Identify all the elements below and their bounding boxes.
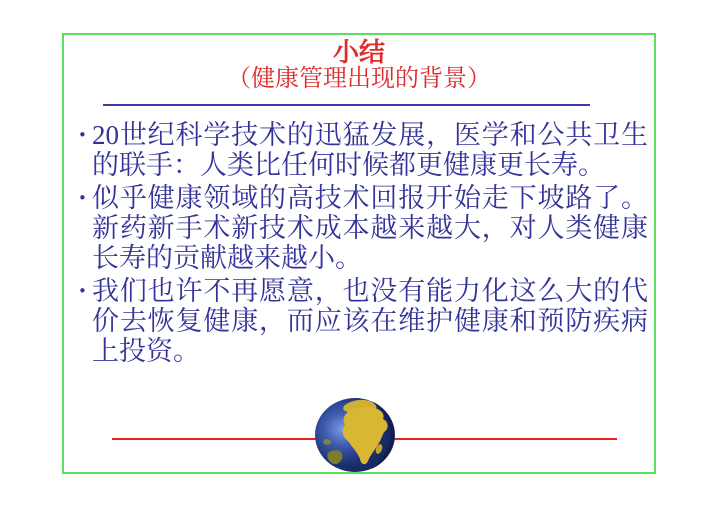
bullet-item: [78, 276, 650, 366]
bullet-text: 我们也许不再愿意，也没有能力化这么大的代价去恢复健康，而应该在维护健康和预防疾病上投资。: [92, 276, 648, 366]
bullet-list: [78, 120, 650, 369]
bullet-text: 似乎健康领域的高技术回报开始走下坡路了。新药新手术新技术成本越来越大，对人类健康长寿的贡献越来越小。: [92, 183, 648, 273]
bullet-text: 20世纪科学技术的迅猛发展，医学和公共卫生的联手：人类比任何时候都更健康更长寿。: [92, 120, 648, 180]
bullet-dot-icon: •: [78, 126, 87, 144]
title-divider-line: [103, 104, 590, 106]
bullet-dot-icon: •: [78, 282, 87, 300]
slide-title: 小结: [332, 38, 385, 67]
bullet-item: [78, 183, 650, 273]
bullet-item: [78, 120, 650, 180]
slide-subtitle: （健康管理出现的背景）: [227, 66, 491, 92]
globe-icon: [314, 397, 396, 473]
slide: [62, 33, 656, 474]
bullet-dot-icon: •: [78, 189, 87, 207]
